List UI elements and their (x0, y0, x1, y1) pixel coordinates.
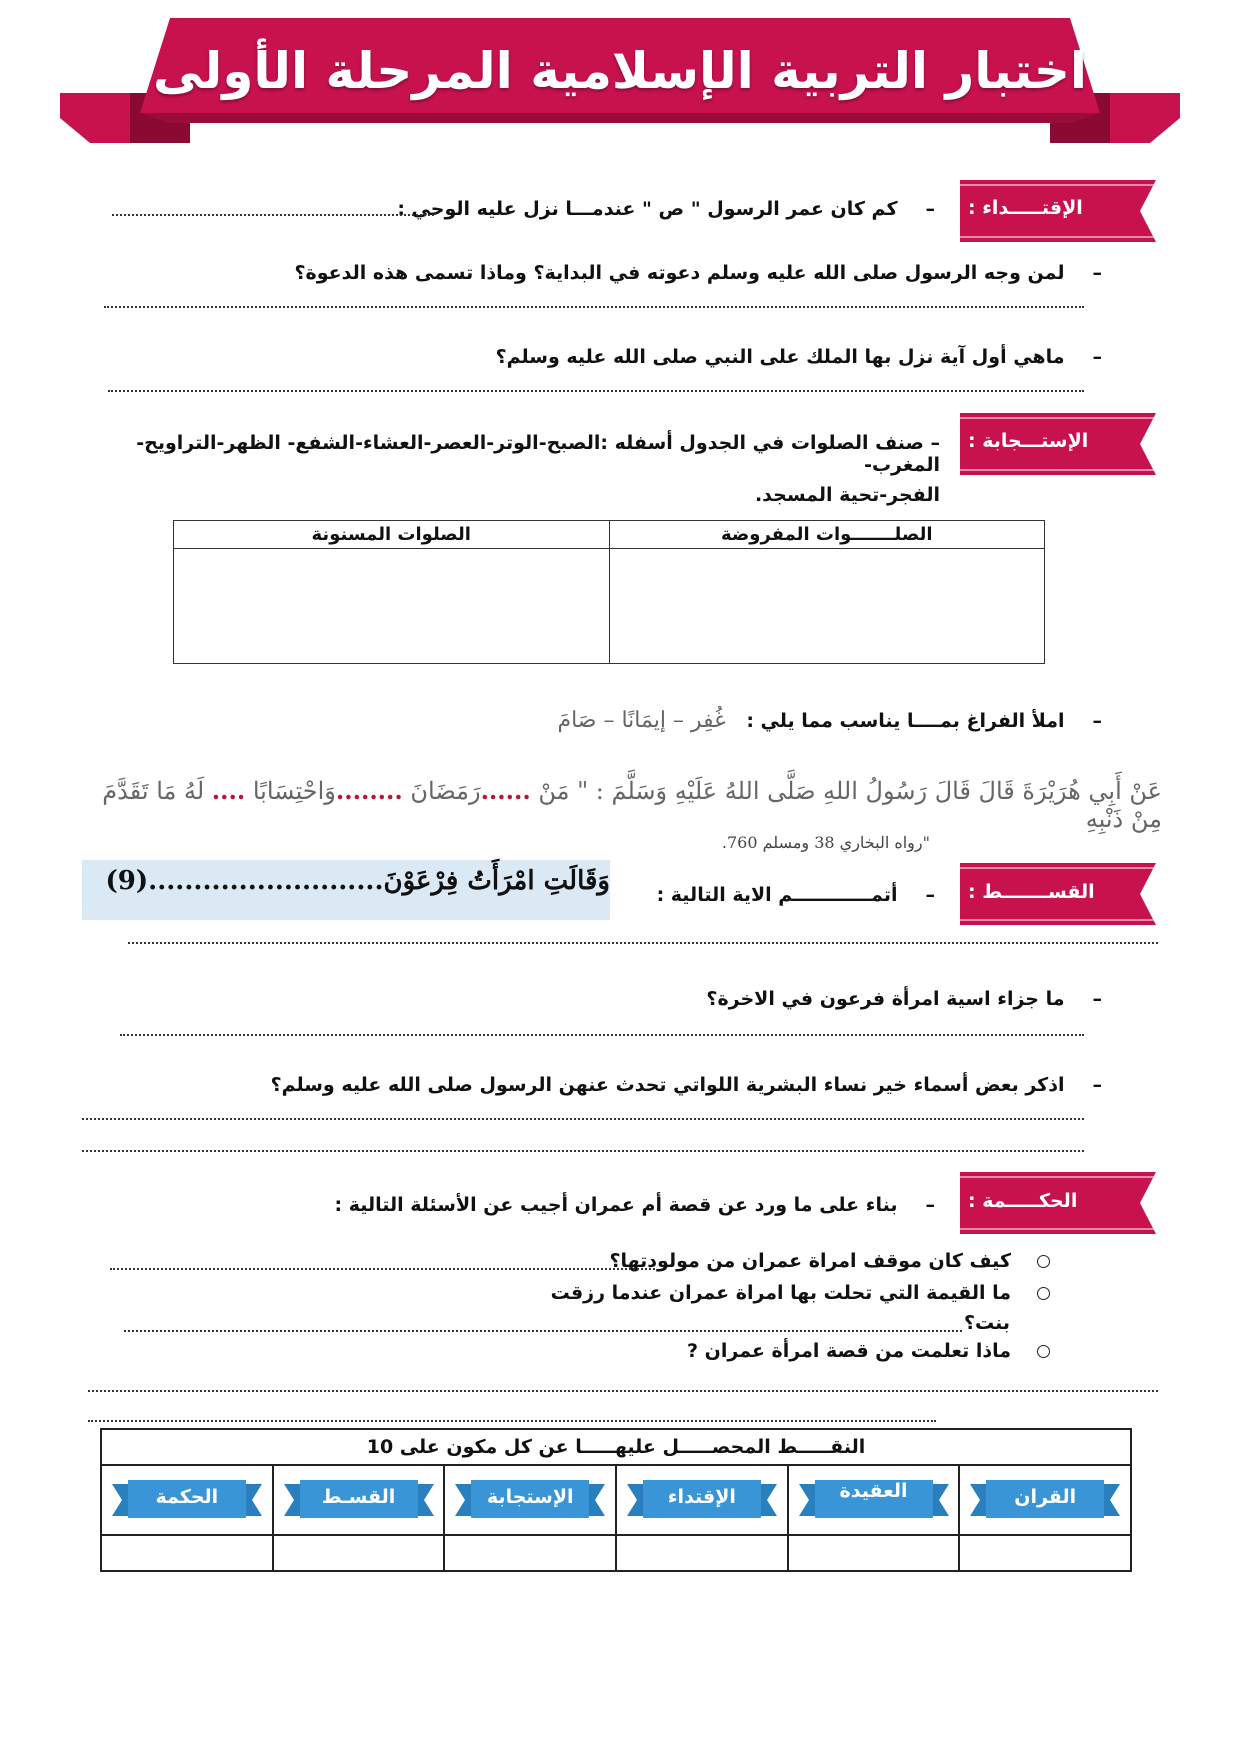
answer-line-9b[interactable] (82, 1150, 1084, 1152)
component-tag-istijaba: الإستجابة (455, 1478, 605, 1522)
section-label-qist: القســـــــط : (968, 881, 1095, 903)
sub-question-2-cont: بنت؟ (963, 1312, 1010, 1334)
question-1: –كم كان عمر الرسول " ص " عندمـــا نزل عليه الوحي : (397, 198, 935, 220)
answer-line-8[interactable] (120, 1034, 1084, 1036)
cell-fard-answer[interactable] (609, 549, 1045, 664)
answer-line-sub3b[interactable] (88, 1420, 936, 1422)
score-table (100, 1428, 1132, 1572)
blank-3[interactable]: .... (211, 776, 246, 805)
answer-line-sub2[interactable] (124, 1330, 962, 1332)
answer-line-2[interactable] (104, 306, 1084, 308)
section-label-istijaba: الإستـــجابة : (968, 430, 1089, 452)
blank-1[interactable]: ...... (480, 776, 531, 805)
score-values-row (101, 1535, 1131, 1571)
question-5: –املأ الفراغ بمــــا يناسب مما يلي : غُفِر – إيمَانًا – صَامَ (557, 708, 1102, 733)
bullet-icon (1037, 1287, 1050, 1300)
component-tag-iqtida: الإقتداء (627, 1478, 777, 1522)
blank-2[interactable]: ........ (335, 776, 403, 805)
score-cell-iqtida[interactable] (616, 1535, 788, 1571)
page-title: اختبار التربية الإسلامية المرحلة الأولى (152, 42, 1088, 100)
question-9: –اذكر بعض أسماء خير نساء البشرية اللواتي تحدث عنهن الرسول صلى الله عليه وسلم؟ (270, 1074, 1102, 1096)
bullet-icon (1037, 1255, 1050, 1268)
question-3: –ماهي أول آية نزل بها الملك على النبي صلى الله عليه وسلم؟ (495, 346, 1102, 368)
answer-line-sub3a[interactable] (88, 1390, 1158, 1392)
component-tag-hikma: الحكمة (112, 1478, 262, 1522)
answer-line-9a[interactable] (82, 1118, 1084, 1120)
sub-question-1: كيف كان موقف امراة عمران من مولودتها؟ (609, 1250, 1050, 1272)
score-cell-aqida[interactable] (788, 1535, 960, 1571)
word-choices: غُفِر – إيمَانًا – صَامَ (557, 708, 726, 733)
cell-sunna-answer[interactable] (174, 549, 610, 664)
question-2: –لمن وجه الرسول صلى الله عليه وسلم دعوته في البداية؟ وماذا تسمى هذه الدعوة؟ (294, 262, 1102, 284)
score-cell-istijaba[interactable] (444, 1535, 616, 1571)
hadith-source: "رواه البخاري 38 ومسلم 760. (721, 833, 930, 852)
component-tag-qist: القسـط (284, 1478, 434, 1522)
score-components-row (101, 1465, 1131, 1535)
score-table-header: النقـــــط المحصـــــل عليهـــــا عن كل مكون على 10 (101, 1429, 1131, 1465)
score-cell-qist[interactable] (273, 1535, 445, 1571)
bullet-icon (1037, 1345, 1050, 1358)
col-header-sunna: الصلوات المسنونة (174, 521, 610, 549)
question-7: –أتمــــــــــــم الاية التالية : (656, 884, 935, 906)
question-8: –ما جزاء اسية امرأة فرعون في الاخرة؟ (706, 988, 1102, 1010)
sub-question-2: ما القيمة التي تحلت بها امراة عمران عندما رزقت (551, 1282, 1050, 1304)
verse-text: وَقَالَتِ امْرَأَتُ فِرْعَوْنَ..........................(9) (105, 866, 610, 896)
question-4: – صنف الصلوات في الجدول أسفله :الصبح-الوتر-العصر-العشاء-الشفع- الظهر-التراويح-المغرب- الفجر-تحية المسجد. (136, 432, 940, 506)
question-10: –بناء على ما ورد عن قصة أم عمران أجيب عن الأسئلة التالية : (334, 1194, 935, 1216)
section-label-hikma: الحكـــــمة : (968, 1190, 1078, 1212)
answer-line-3[interactable] (108, 390, 1084, 392)
answer-line-1[interactable] (112, 214, 434, 216)
hadith-fill-blank: عَنْ أَبِي هُرَيْرَةَ قَالَ قَالَ رَسُولُ اللهِ صَلَّى اللهُ عَلَيْهِ وَسَلَّمَ : " مَنْ ......رَمَضَانَ ........وَاحْتِسَابًا .... لَهُ مَا تَقَدَّمَ مِنْ ذَنْبِهِ (102, 776, 1162, 833)
answer-line-7[interactable] (128, 942, 1158, 944)
component-tag-aqida: العقيدة (799, 1478, 949, 1522)
score-cell-quran[interactable] (959, 1535, 1131, 1571)
component-tag-quran: القران (970, 1478, 1120, 1522)
section-label-iqtida: الإقتـــــداء : (968, 197, 1083, 219)
prayer-classification-table (173, 520, 1045, 664)
verse-blank[interactable]: .......................... (148, 866, 384, 896)
answer-line-sub1[interactable] (110, 1268, 655, 1270)
sub-question-3: ماذا تعلمت من قصة امرأة عمران ? (687, 1340, 1050, 1362)
col-header-fard: الصلـــــــوات المفروضة (609, 521, 1045, 549)
score-cell-hikma[interactable] (101, 1535, 273, 1571)
